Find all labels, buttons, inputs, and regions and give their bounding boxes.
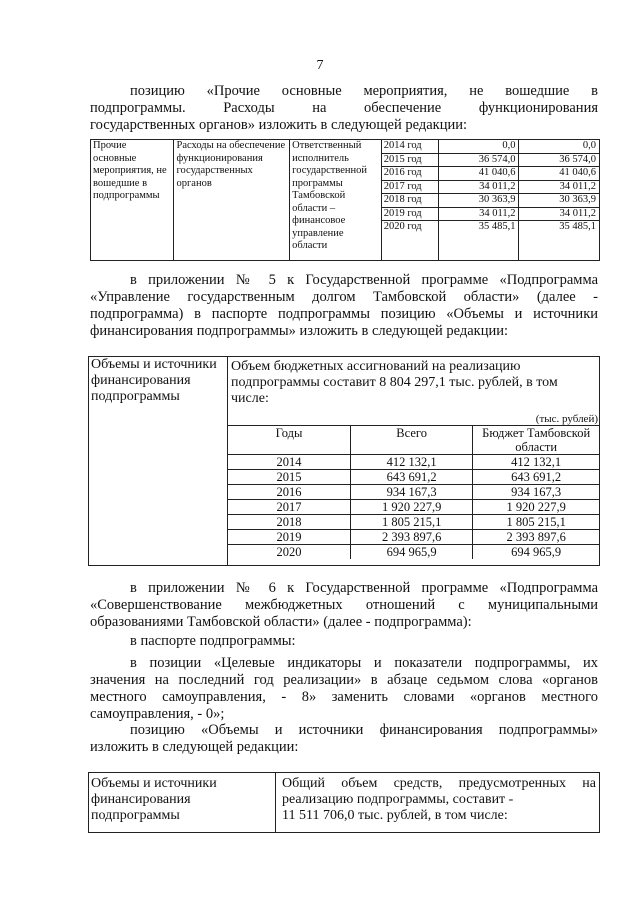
- table-row: [228, 485, 599, 500]
- para1-line2: подпрограммы. Расходы на обеспечение функционирования: [90, 100, 598, 116]
- total-cell: 694 965,9: [350, 545, 472, 560]
- year-cell: 2016 год: [381, 167, 438, 181]
- total-cell: 412 132,1: [350, 455, 472, 470]
- para2-line4: финансирования подпрограммы» изложить в следующей редакции:: [90, 323, 509, 339]
- header-years: Годы: [228, 426, 350, 455]
- para5-line1: в позиции «Целевые индикаторы и показатели подпрограммы, их: [130, 655, 598, 671]
- para2-line3: подпрограмма) в паспорте подпрограммы позицию «Объемы и источники: [90, 306, 598, 322]
- page-number: 7: [316, 58, 324, 73]
- para5-line3: местного самоуправления, - 8» заменить словами «органов местного: [90, 689, 598, 705]
- funding-table: [88, 356, 600, 566]
- table-header-row: [228, 426, 599, 455]
- funding-years-table: [228, 425, 599, 559]
- budget-cell: 694 965,9: [473, 545, 599, 560]
- para6-line1: позицию «Объемы и источники финансирования подпрограммы»: [130, 722, 598, 738]
- year-cell: 2015 год: [381, 153, 438, 167]
- funding-total-line2: реализацию подпрограммы, составит -: [282, 792, 514, 807]
- funding-intro: Объем бюджетных ассигнований на реализацию подпрограммы составит 8 804 297,1 тыс. рублей, в том числе:: [231, 359, 558, 406]
- para3-line3: образованиями Тамбовской области» (далее - подпрограмма):: [90, 614, 472, 630]
- value-cell: 0,0: [439, 140, 519, 154]
- total-cell: 1 805 215,1: [350, 515, 472, 530]
- value-cell: 35 485,1: [439, 221, 519, 261]
- year-cell: 2017 год: [381, 180, 438, 194]
- total-cell: 934 167,3: [350, 485, 472, 500]
- year-cell: 2018: [228, 515, 350, 530]
- year-cell: 2015: [228, 470, 350, 485]
- para3-line1: в приложении № 6 к Государственной программе «Подпрограмма: [130, 580, 598, 596]
- para6-line2: изложить в следующей редакции:: [90, 739, 299, 755]
- funding-total-left: Объемы и источники финансирования подпрограммы: [89, 773, 276, 833]
- value-cell: 34 011,2: [439, 180, 519, 194]
- expenses-table: [90, 139, 600, 261]
- funding-total-right: [276, 773, 600, 833]
- total-cell: 1 920 227,9: [350, 500, 472, 515]
- year-cell: 2019: [228, 530, 350, 545]
- year-cell: 2020: [228, 545, 350, 560]
- total-cell: 643 691,2: [350, 470, 472, 485]
- funding-total-table: [88, 772, 600, 833]
- budget-cell: 1 920 227,9: [473, 500, 599, 515]
- budget-cell: 1 805 215,1: [473, 515, 599, 530]
- table-row: [228, 500, 599, 515]
- value-cell: 36 574,0: [439, 153, 519, 167]
- value-cell: 41 040,6: [519, 167, 600, 181]
- para5-line2: значения на последний год реализации» в абзаце седьмом слова «органов: [90, 672, 598, 688]
- table-row: [89, 773, 600, 833]
- total-cell: 2 393 897,6: [350, 530, 472, 545]
- table-row: [228, 515, 599, 530]
- year-cell: 2017: [228, 500, 350, 515]
- value-cell: 34 011,2: [519, 180, 600, 194]
- funding-table-left: Объемы и источники финансирования подпрограммы: [89, 357, 228, 566]
- year-cell: 2020 год: [381, 221, 438, 261]
- year-cell: 2016: [228, 485, 350, 500]
- year-cell: 2018 год: [381, 194, 438, 208]
- para1-line3: государственных органов» изложить в следующей редакции:: [90, 117, 468, 133]
- para1-line1: позицию «Прочие основные мероприятия, не вошедшие в: [130, 83, 598, 99]
- expenses-table-col3: Ответственный исполнитель государственной программы Тамбовской области – финансовое управление области: [290, 140, 382, 261]
- table-row: [228, 545, 599, 560]
- funding-total-line3: 11 511 706,0 тыс. рублей, в том числе:: [282, 808, 508, 823]
- expenses-table-col2: Расходы на обеспечение функционирования государственных органов: [174, 140, 290, 261]
- para3-line2: «Совершенствование межбюджетных отношений с муниципальными: [90, 597, 598, 613]
- budget-cell: 2 393 897,6: [473, 530, 599, 545]
- para2-line1: в приложении № 5 к Государственной программе «Подпрограмма: [130, 272, 598, 288]
- year-cell: 2014: [228, 455, 350, 470]
- value-cell: 41 040,6: [439, 167, 519, 181]
- para2-line2: «Управление государственным долгом Тамбовской области» (далее -: [90, 289, 598, 305]
- year-cell: 2014 год: [381, 140, 438, 154]
- budget-cell: 643 691,2: [473, 470, 599, 485]
- table-row: [228, 470, 599, 485]
- budget-cell: 412 132,1: [473, 455, 599, 470]
- table-row: [228, 455, 599, 470]
- budget-cell: 934 167,3: [473, 485, 599, 500]
- value-cell: 34 011,2: [519, 207, 600, 221]
- header-total: Всего: [350, 426, 472, 455]
- value-cell: 30 363,9: [519, 194, 600, 208]
- value-cell: 34 011,2: [439, 207, 519, 221]
- year-cell: 2019 год: [381, 207, 438, 221]
- para4: в паспорте подпрограммы:: [130, 633, 296, 649]
- funding-table-right: [228, 357, 600, 566]
- value-cell: 35 485,1: [519, 221, 600, 261]
- funding-total-line1: Общий объем средств, предусмотренных на: [282, 776, 596, 791]
- table-row: [91, 140, 600, 154]
- header-budget: Бюджет Тамбовской области: [473, 426, 599, 455]
- value-cell: 0,0: [519, 140, 600, 154]
- table-row: [228, 530, 599, 545]
- expenses-table-col1: Прочие основные мероприятия, не вошедшие в подпрограммы: [91, 140, 174, 261]
- unit-label: (тыс. рублей): [535, 413, 598, 425]
- table-row: [89, 357, 600, 566]
- para5-line4: самоуправления, - 0»;: [90, 706, 225, 722]
- value-cell: 36 574,0: [519, 153, 600, 167]
- value-cell: 30 363,9: [439, 194, 519, 208]
